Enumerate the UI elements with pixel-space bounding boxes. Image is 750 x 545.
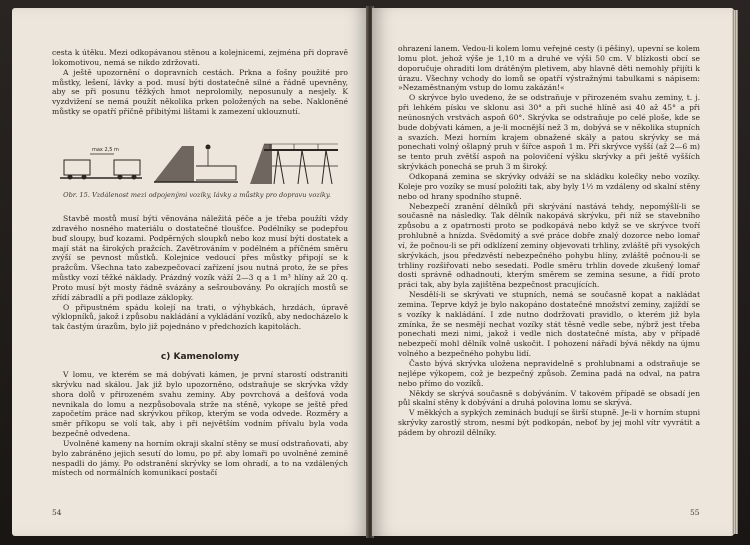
page-number: 54 (52, 508, 62, 517)
paragraph: Nebezpečí zranění dělníků při skrývání nastává tehdy, nepomýšlí-li se současně na následky. Tak dělník nakopává skrývku, při níž se stavebního způsobu a z opatrnosti proto se podkopává nebo když se ve skrývce tvoří prohlubně a hnízda. Svědomitý a své práce dobře znalý dozorce nebo lomař ví, že počnou-li se při odklízení zeminy objevovati trhliny, zvláště při vysokých skrývkách, jsou předzvěstí nebezpečného pohybu hlíny, zvláště počnou-li se trhliny rozšiřovati nebo sesedati. Podle směru trhlin dovede zkušený lomař dosti správně odhadnouti, kterým směrem se zemina sesune, a řídí proto práci tak, aby byla zajištěna bezpečnost pracujících. (398, 201, 700, 290)
bridge-panel (250, 144, 338, 184)
paragraph: V měkkých a sypkých zeminách budují se širší stupně. Je-li v horním stupni skrývky zarostlý strom, nesmí být podkopán, neboť by jej mohl vítr vyvrátit a pádem by ohrozil dělníky. (398, 408, 700, 437)
left-page (12, 8, 368, 536)
paragraph: A ještě upozornění o dopravních cestách. Prkna a fošny použité pro můstky, lešení, lávky a pod. musí býti dostatečně silné a řádně upevněny, aby se při posunu těžkých hmot neprolomily, neposunuly a nesjely. K vyzdvižení se nemá použít několika prken položených na sebe. Nakloněné můstky se opatří příčně přibitými lištami k zamezení uklouznutí. (52, 67, 348, 117)
paragraph: Často bývá skrývka uložena nepravidelně s prohlubnami a odstraňuje se nejlépe výkopem, což je bezpečný způsob. Zemina padá na odval, na patra nebo přímo do vozíků. (398, 359, 700, 388)
right-text (398, 44, 700, 438)
paragraph: V lomu, ve kterém se má dobývati kámen, je první starostí odstraniti skrývku nad skálou. Jak již bylo upozorněno, odstraňuje se skrývka vždy shora dolů v přirozeném svahu zeminy. Aby povrchová a dešťová voda nevnikala do lomu a nezpůsobovala strže na stěně, vykope se ještě před započetím práce nad skrývkou příkop, kterým se voda odvede. Rozměry a směr příkopu se volí tak, aby i při největším vodním přívalu byla voda bezpečně odvedena. (52, 370, 348, 439)
paragraph: Stavbě mostů musí býti věnována náležitá péče a je třeba použíti vždy zdravého nosného materiálu o dostatečné tloušťce. Podélníky se podepřou buď sloupy, buď kozami. Podpěrných sloupků nebo koz musí býti dostatek a mají stát na širokých pražcích. Zavětrováním v podélném a příčném směru zvýší se pevnost můstků. Kolejnice vedoucí přes můstky připojí se k pražcům. Všechna tato zabezpečovací zařízení jsou nutná proto, že se přes můstky vozí těžké náklady. Prázdný vozík váží 2—3 q a 1 m³ hlíny až 20 q. Proto musí být mosty řádně svázány a sešroubovány. Po okrajích mostů se zřídí zábradlí a při podlaze záklopky. (52, 214, 348, 302)
slope-panel (154, 145, 238, 183)
paragraph: Nesdělí-li se skrývati ve stupních, nemá se současně kopat a nakládat zemina. Teprve když je bylo nakopáno dostatečné množství zeminy, zajíždí se s vozíky k nakládání. I zde nutno dodržovati pravidlo, o kterém již byla zmínka, že se nesmějí nechat vozíky stát těsně vedle sebe, nýbrž jest třeba ponechati mezi nimi, jakož i vedle nich dostatečné místa, aby v případě nebezpečí mohl dělník volně uskočit. I pohození nářadí bývá někdy na újmu volného a bezpečného pohybu lidí. (398, 290, 700, 359)
paragraph: cesta k útěku. Mezi odkopávanou stěnou a kolejnicemi, zejména při dopravě lokomotivou, nemá se nikdo zdržovati. (52, 48, 348, 67)
paragraph: O skrývce bylo uvedeno, že se odstraňuje v přirozeném svahu zeminy, t. j. při lehkém písku ve sklonu asi 30° a při suché hlíně asi 40 až 45° a při neúnosných vrstvách aspoň 60°. Skrývka se odstraňuje po celé ploše, kde se bude dobývati kámen, a je-li mocnější než 3 m, dobývá se v několika stupních a svazích. Mezi horním krajem obnažené skály a patou skrývky se má ponechati volný ošlapný pruh v šířce aspoň 1 m. Při skrývce vyšší (až 2—6 m) se tento pruh zvětší aspoň na polovičení výšku skrývky a při ještě vyšších skrývkách ponechá se pruh 3 m široký. (398, 93, 700, 172)
figure-caption: Obr. 15. Vzdálenost mezi odpojenými vozíky, lávky a můstky pro dopravu vozíky. (63, 191, 331, 199)
page-number: 55 (690, 508, 700, 517)
left-mid-text (52, 214, 348, 332)
paragraph: Odkopaná zemina se skrývky odváží se na skládku kolečky nebo vozíky. Koleje pro vozíky se musí položiti tak, aby byly 1½ m vzdáleny od skalní stěny nebo od hrany spodního stupně. (398, 171, 700, 201)
page-edges (732, 10, 738, 534)
figure-label: max 2,5 m (92, 147, 119, 153)
paragraph: Uvolněné kameny na horním okraji skalní stěny se musí odstraňovati, aby bylo zabráněno jejich sesutí do lomu, po př. aby lomaři po uvolněné zemině nespadli do jámy. Po odstranění skrývky se lom ohradí, a to na vzdálených místech od normálních komunikací postačí (52, 438, 348, 478)
section-heading: c) Kamenolomy (160, 352, 240, 362)
paragraph: ohrazení lanem. Vedou-li kolem lomu veřejné cesty (i pěšiny), upevní se kolem lomu plot. jehož výše je 1,10 m a druhé ve výši 50 cm. V blízkosti obcí se doporučuje ohraditi lom drátěným pletivem, aby hlavně děti nemohly přijíti k úrazu. Všechny vchody do lomů se opatří výstražnými tabulkami s nápisem: »Nezaměstnaným vstup do lomu zakázán!« (398, 44, 700, 93)
figure-illustration (58, 136, 340, 188)
carts-panel (60, 147, 142, 180)
left-top-text (52, 48, 348, 117)
paragraph: O připustném spádu kolejí na trati, o výhybkách, hrzdách, úpravě výklopníků, jakož i způsobu nakládání a vykládání vozíků, aby nedocházelo k tak častým úrazům, bylo již pojednáno v předchozích kapitolách. (52, 302, 348, 332)
left-bottom-text (52, 370, 348, 478)
paragraph: Někdy se skrývá současně s dobýváním. V takovém případě se obsadí jen půl skalní stěny k dobývání a druhá polovina lomu se skrývá. (398, 388, 700, 408)
right-page (372, 8, 734, 536)
